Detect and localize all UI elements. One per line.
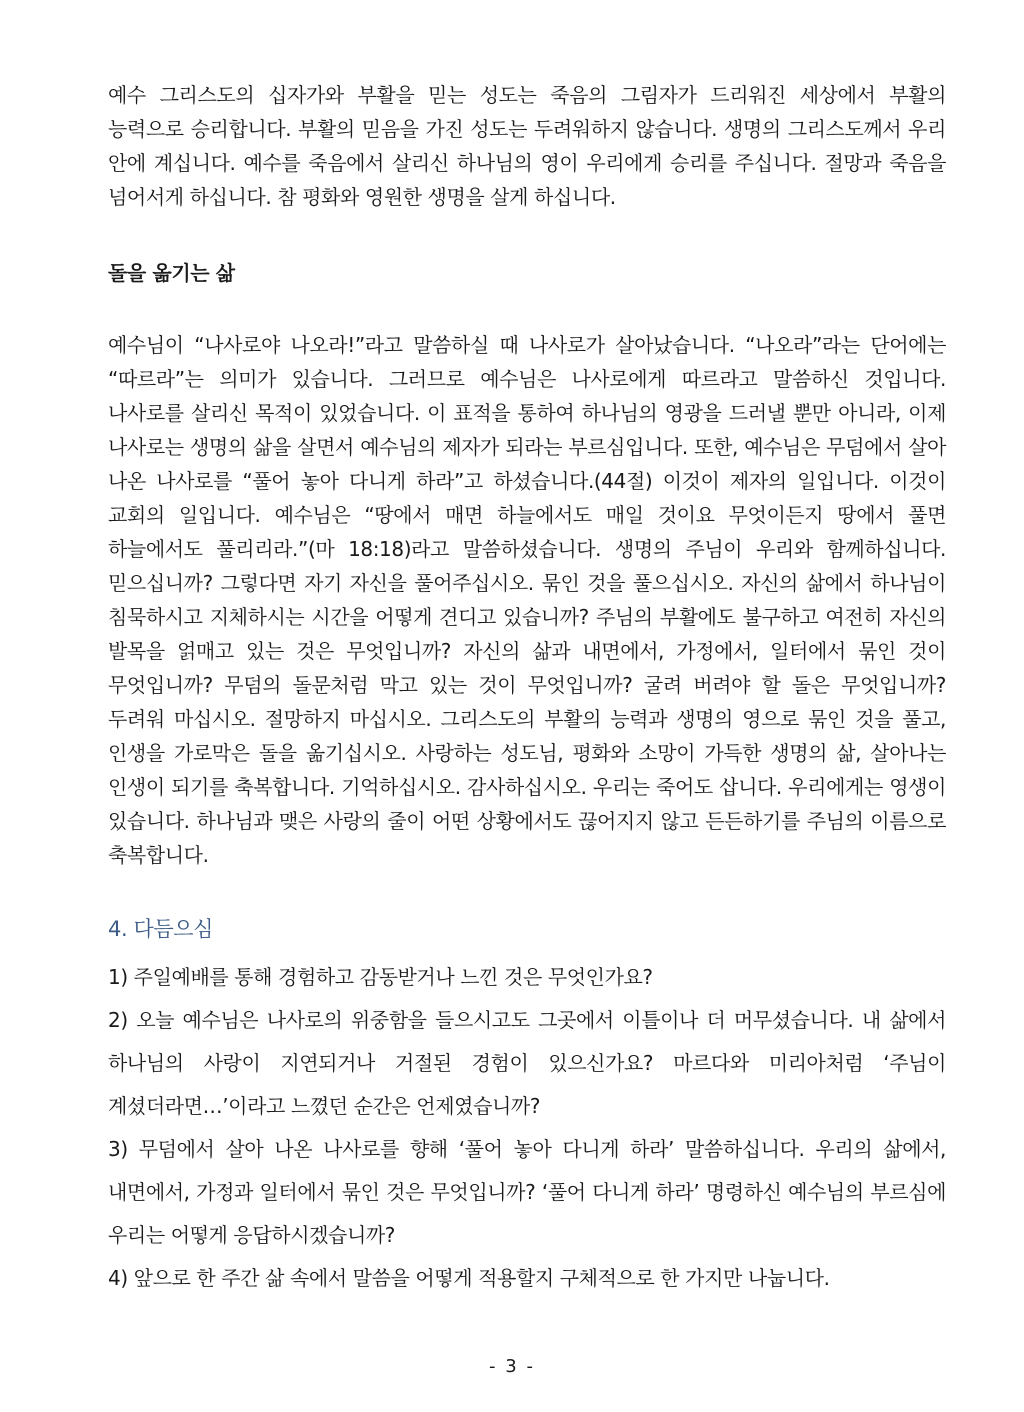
intro-paragraph: 예수 그리스도의 십자가와 부활을 믿는 성도는 죽음의 그림자가 드리워진 세상에서 부활의 능력으로 승리합니다. 부활의 믿음을 가진 성도는 두려워하지 않습니다. 생명의 그리스도께서 우리 안에 계십니다. 예수를 죽음에서 살리신 하나님의 영이 우리에게 승리를 주십니다. 절망과 죽음을 넘어서게 하십니다. 참 평화와 영원한 생명을 살게 하십니다.: [108, 83, 946, 209]
question-item: 4) 앞으로 한 주간 삶 속에서 말씀을 어떻게 적용할지 구체적으로 한 가지만 나눕니다.: [108, 1266, 830, 1290]
section-heading: 돌을 옮기는 삶: [108, 261, 235, 285]
body-paragraph: 예수님이 “나사로야 나오라!”라고 말씀하실 때 나사로가 살아났습니다. “나오라”라는 단어에는 “따르라”는 의미가 있습니다. 그러므로 예수님은 나사로에게 따르라고 말씀하신 것입니다. 나사로를 살리신 목적이 있었습니다. 이 표적을 통하여 하나님의 영광을 드러낼 뿐만 아니라, 이제 나사로는 생명의 삶을 살면서 예수님의 제자가 되라는 부르심입니다. 또한, 예수님은 무덤에서 살아 나온 나사로를 “풀어 놓아 다니게 하라”고 하셨습니다.(44절) 이것이 제자의 일입니다. 이것이 교회의 일입니다. 예수님은 “땅에서 매면 하늘에서도 매일 것이요 무엇이든지 땅에서 풀면 하늘에서도 풀리리라.”(마 18:18)라고 말씀하셨습니다. 생명의 주님이 우리와 함께하십니다. 믿으십니까? 그렇다면 자기 자신을 풀어주십시오. 묶인 것을 풀으십시오. 자신의 삶에서 하나님이 침묵하시고 지체하시는 시간을 어떻게 견디고 있습니까? 주님의 부활에도 불구하고 여전히 자신의 발목을 얽매고 있는 것은 무엇입니까? 자신의 삶과 내면에서, 가정에서, 일터에서 묶인 것이 무엇입니까? 무덤의 돌문처럼 막고 있는 것이 무엇입니까? 굴려 버려야 할 돌은 무엇입니까? 두려워 마십시오. 절망하지 마십시오. 그리스도의 부활의 능력과 생명의 영으로 묶인 것을 풀고, 인생을 가로막은 돌을 옮기십시오. 사랑하는 성도님, 평화와 소망이 가득한 생명의 삶, 살아나는 인생이 되기를 축복합니다. 기억하십시오. 감사하십시오. 우리는 죽어도 삽니다. 우리에게는 영생이 있습니다. 하나님과 맺은 사랑의 줄이 어떤 상황에서도 끊어지지 않고 든든하기를 주님의 이름으로 축복합니다.: [108, 333, 946, 867]
question-list: [108, 956, 946, 1300]
section-title: 4. 다듬으심: [108, 917, 214, 941]
question-item: 2) 오늘 예수님은 나사로의 위중함을 들으시고도 그곳에서 이틀이나 더 머무셨습니다. 내 삶에서 하나님의 사랑이 지연되거나 거절된 경험이 있으신가요? 마르다와 미리아처럼 ‘주님이 계셨더라면…’이라고 느꼈던 순간은 언제였습니까?: [108, 1008, 946, 1118]
question-item: 1) 주일예배를 통해 경험하고 감동받거나 느낀 것은 무엇인가요?: [108, 965, 653, 989]
document-page: [108, 78, 946, 1300]
question-item: 3) 무덤에서 살아 나온 나사로를 향해 ‘풀어 놓아 다니게 하라’ 말씀하십니다. 우리의 삶에서, 내면에서, 가정과 일터에서 묶인 것은 무엇입니까? ‘풀어 다니게 하라’ 명령하신 예수님의 부르심에 우리는 어떻게 응답하시겠습니까?: [108, 1137, 946, 1247]
page-number: - 3 -: [489, 1356, 535, 1377]
